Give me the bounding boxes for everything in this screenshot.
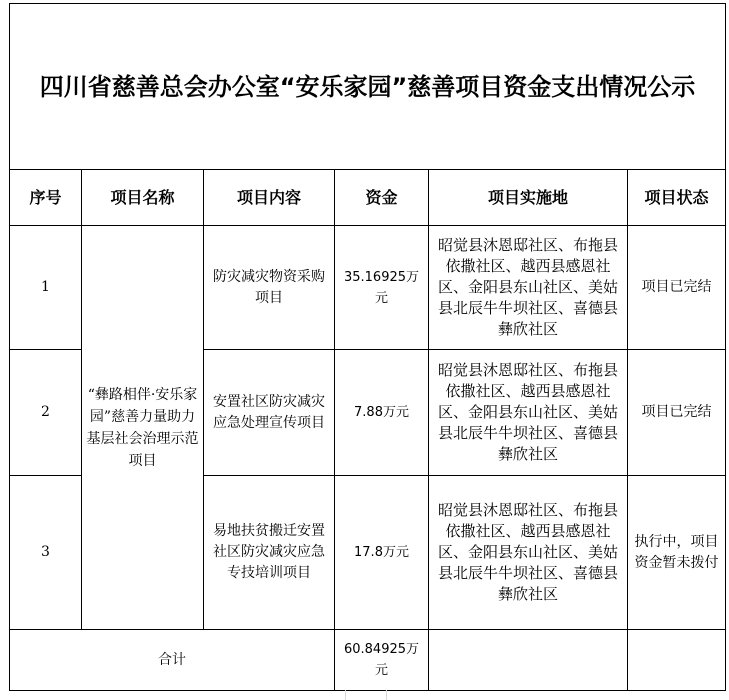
row-funds: 35.16925万元 <box>335 226 429 350</box>
row-content: 安置社区防灾减灾应急处理宣传项目 <box>204 350 335 476</box>
total-row <box>10 630 726 691</box>
row-content: 防灾减灾物资采购项目 <box>204 226 335 350</box>
header-content: 项目内容 <box>204 170 335 226</box>
row-index: 1 <box>10 226 82 350</box>
project-name: “彝路相伴·安乐家园”慈善力量助力基层社会治理示范项目 <box>82 226 204 630</box>
title-row <box>10 4 726 170</box>
total-label: 合计 <box>10 630 335 691</box>
row-funds: 7.88万元 <box>335 350 429 476</box>
header-row <box>10 170 726 226</box>
row-funds: 17.8万元 <box>335 476 429 630</box>
sheet-gridline <box>345 690 346 700</box>
disclosure-sheet <box>9 3 725 700</box>
total-funds: 60.84925万元 <box>335 630 429 691</box>
row-status: 项目已完结 <box>628 226 726 350</box>
disclosure-table <box>9 3 726 691</box>
total-empty-location <box>429 630 628 691</box>
row-location: 昭觉县沐恩邸社区、布拖县依撒社区、越西县感恩社区、金阳县东山社区、美姑县北辰牛牛坝社区、喜德县彝欣社区 <box>429 350 628 476</box>
row-location: 昭觉县沐恩邸社区、布拖县依撒社区、越西县感恩社区、金阳县东山社区、美姑县北辰牛牛坝社区、喜德县彝欣社区 <box>429 226 628 350</box>
row-index: 3 <box>10 476 82 630</box>
row-status: 项目已完结 <box>628 350 726 476</box>
header-funds: 资金 <box>335 170 429 226</box>
table-row <box>10 226 726 350</box>
row-status: 执行中，项目资金暂未拨付 <box>628 476 726 630</box>
header-location: 项目实施地 <box>429 170 628 226</box>
header-index: 序号 <box>10 170 82 226</box>
header-status: 项目状态 <box>628 170 726 226</box>
sheet-gridline <box>386 690 387 700</box>
row-location: 昭觉县沐恩邸社区、布拖县依撒社区、越西县感恩社区、金阳县东山社区、美姑县北辰牛牛坝社区、喜德县彝欣社区 <box>429 476 628 630</box>
total-empty-status <box>628 630 726 691</box>
page-title: 四川省慈善总会办公室“安乐家园”慈善项目资金支出情况公示 <box>10 4 726 170</box>
row-content: 易地扶贫搬迁安置社区防灾减灾应急专技培训项目 <box>204 476 335 630</box>
row-index: 2 <box>10 350 82 476</box>
header-name: 项目名称 <box>82 170 204 226</box>
